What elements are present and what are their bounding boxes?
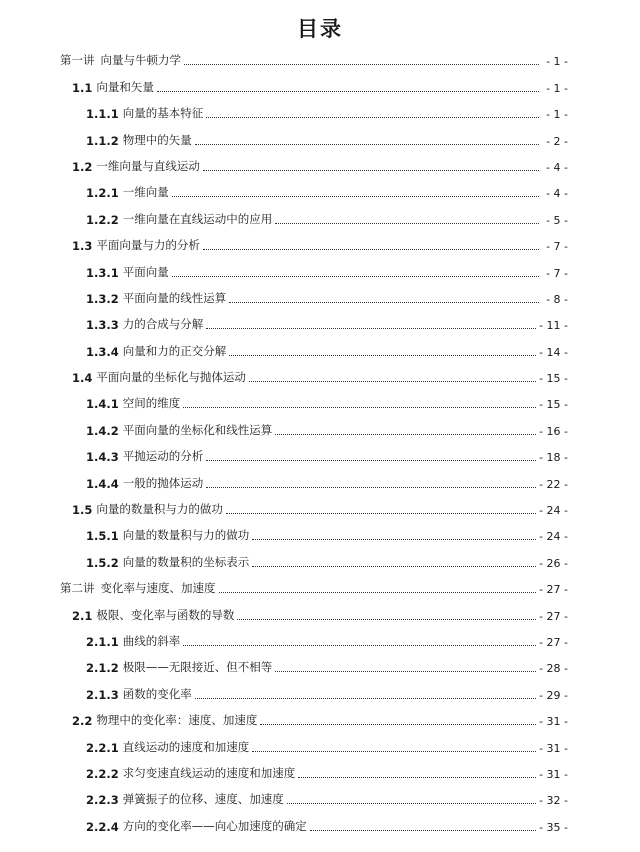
toc-entry-number: 1.3.4 [86,344,119,359]
toc-entry-label: 曲线的斜率 [122,633,181,648]
toc-entry-label: 向量和力的正交分解 [122,343,227,358]
dot-leader [237,619,536,620]
toc-entry[interactable] [0,464,640,490]
toc-entry[interactable] [0,306,640,332]
toc-entry-label: 向量的数量积的坐标表示 [122,554,250,569]
toc-entry[interactable] [0,174,640,200]
dot-leader [275,434,536,435]
dot-leader [206,487,536,488]
dot-leader [219,592,537,593]
toc-entry[interactable] [0,570,640,596]
toc-entry-label: 极限——无限接近、但不相等 [122,660,273,675]
toc-entry[interactable] [0,359,640,385]
toc-entry-page-number: - 16 - [539,424,568,438]
toc-entry[interactable] [0,807,640,833]
toc-entry[interactable] [0,649,640,675]
toc-entry[interactable] [0,148,640,174]
toc-entry-number: 1.1.1 [86,107,119,122]
dot-leader [183,407,536,408]
toc-entry-label: 直线运动的速度和加速度 [122,739,250,754]
toc-entry-page-number: - 27 - [539,635,568,649]
dot-leader [298,777,536,778]
toc-entry[interactable] [0,280,640,306]
toc-entry-page-number: - 2 - [546,134,568,148]
dot-leader [195,698,536,699]
toc-entry-number: 2.2.3 [86,793,119,808]
toc-entry-label: 方向的变化率——向心加速度的确定 [122,818,307,833]
toc-entry-label: 向量与牛顿力学 [100,53,181,68]
toc-entry-label: 一维向量与直线运动 [96,158,200,173]
toc-entry-number: 1.4.3 [86,450,119,465]
toc-entry-label: 向量的数量积与力的做功 [122,528,250,543]
toc-entry[interactable] [0,623,640,649]
toc-entry-number: 1.1 [72,80,93,95]
dot-leader [252,751,536,752]
toc-entry-label: 物理中的变化率：速度、加速度 [96,713,258,728]
toc-entry-page-number: - 29 - [539,688,568,702]
dot-leader [206,117,539,118]
toc-entry-page-number: - 8 - [546,292,568,306]
dot-leader [229,355,536,356]
toc-entry-page-number: - 1 - [546,81,568,95]
toc-entry-page-number: - 7 - [546,240,568,254]
toc-entry[interactable] [0,781,640,807]
dot-leader [287,803,536,804]
dot-leader [206,460,536,461]
toc-entry-number: 1.4 [72,371,93,386]
toc-entry[interactable] [0,438,640,464]
toc-entry-page-number: - 24 - [539,530,568,544]
toc-entry-page-number: - 11 - [539,319,568,333]
toc-entry-page-number: - 1 - [546,55,568,69]
toc-entry-label: 求匀变速直线运动的速度和加速度 [122,765,296,780]
dot-leader [252,566,536,567]
toc-entry-label: 平面向量 [122,264,169,279]
dot-leader [275,671,536,672]
toc-entry[interactable] [0,411,640,437]
toc-entry-number: 2.2.2 [86,766,119,781]
toc-entry-label: 向量和矢量 [96,79,154,94]
toc-entry-page-number: - 27 - [539,583,568,597]
toc-entry-page-number: - 4 - [546,160,568,174]
dot-leader [203,249,539,250]
toc-entry-number: 第一讲 [60,53,95,68]
dot-leader [172,276,539,277]
toc-entry-label: 极限、变化率与函数的导数 [96,607,235,622]
toc-entry-number: 1.3.3 [86,318,119,333]
toc-entry-label: 函数的变化率 [122,686,192,701]
toc-entry[interactable] [0,675,640,701]
dot-leader [203,170,539,171]
toc-entry-page-number: - 35 - [539,820,568,834]
dot-leader [226,513,536,514]
toc-entry-number: 2.2 [72,714,93,729]
toc-entry-label: 一维向量在直线运动中的应用 [122,211,273,226]
toc-entry-page-number: - 1 - [546,108,568,122]
dot-leader [157,91,539,92]
dot-leader [184,64,539,65]
toc-entry-label: 空间的维度 [122,396,181,411]
toc-entry[interactable] [0,385,640,411]
toc-entry-page-number: - 7 - [546,266,568,280]
toc-entry-page-number: - 31 - [539,715,568,729]
toc-entry-page-number: - 26 - [539,556,568,570]
toc-entry-number: 1.4.4 [86,476,119,491]
toc-entry[interactable] [0,227,640,253]
toc-entry[interactable] [0,121,640,147]
toc-entry-label: 力的合成与分解 [122,317,204,332]
dot-leader [183,645,536,646]
toc-entry-number: 2.2.1 [86,740,119,755]
toc-entry[interactable] [0,543,640,569]
toc-entry-label: 平面向量的坐标化和线性运算 [122,422,273,437]
toc-entry-label: 一维向量 [122,185,169,200]
toc-entry[interactable] [0,68,640,94]
toc-entry-page-number: - 4 - [546,187,568,201]
toc-entry-number: 1.2.1 [86,186,119,201]
dot-leader [172,196,539,197]
dot-leader [252,539,536,540]
toc-entry-label: 向量的数量积与力的做功 [96,502,223,517]
toc-entry-label: 平抛运动的分析 [122,449,204,464]
toc-entry-number: 1.5.1 [86,529,119,544]
toc-entry-number: 2.1.1 [86,634,119,649]
dot-leader [206,328,536,329]
toc-entry[interactable] [0,755,640,781]
dot-leader [229,302,539,303]
toc-entry-number: 1.3.2 [86,291,119,306]
toc-entry-page-number: - 28 - [539,662,568,676]
toc-entry-label: 向量的基本特征 [122,106,204,121]
toc-entry-label: 一般的抛体运动 [122,475,204,490]
toc-entry-label: 平面向量的线性运算 [122,290,227,305]
toc-entry-number: 2.1 [72,608,93,623]
dot-leader [260,724,536,725]
toc-entry-label: 弹簧振子的位移、速度、加速度 [122,792,284,807]
toc-entry[interactable] [0,491,640,517]
toc-entry[interactable] [0,200,640,226]
toc-entry[interactable] [0,517,640,543]
toc-entry-page-number: - 5 - [546,213,568,227]
toc-entry-number: 1.4.2 [86,423,119,438]
toc-entry-page-number: - 22 - [539,477,568,491]
toc-entry-number: 1.2 [72,159,93,174]
toc-entry-number: 第二讲 [60,581,95,596]
dot-leader [275,223,539,224]
toc-entry-label: 物理中的矢量 [122,132,192,147]
toc-entry-page-number: - 15 - [539,372,568,386]
toc-title: 目录 [297,17,343,41]
toc-entry-number: 1.4.1 [86,397,119,412]
dot-leader [195,144,539,145]
toc-entry-number: 1.1.2 [86,133,119,148]
toc-entry-page-number: - 18 - [539,451,568,465]
toc-entry-page-number: - 31 - [539,741,568,755]
dot-leader [310,830,536,831]
toc-entry[interactable] [0,728,640,754]
toc-entry-number: 1.2.2 [86,212,119,227]
toc-entry[interactable] [0,95,640,121]
toc-entry-page-number: - 24 - [539,504,568,518]
toc-entry-number: 2.1.3 [86,687,119,702]
toc-entry-number: 1.3 [72,239,93,254]
toc-entry-label: 平面向量的坐标化与抛体运动 [96,370,246,385]
toc-entry-page-number: - 14 - [539,345,568,359]
toc-entry-page-number: - 32 - [539,794,568,808]
toc-entry[interactable] [0,332,640,358]
toc-entry-number: 2.1.2 [86,661,119,676]
toc-entry-label: 平面向量与力的分析 [96,238,200,253]
toc-entry-page-number: - 27 - [539,609,568,623]
toc-list [0,42,640,834]
toc-entry-number: 1.5.2 [86,555,119,570]
toc-entry-number: 1.3.1 [86,265,119,280]
toc-entry-page-number: - 31 - [539,767,568,781]
toc-entry[interactable] [0,702,640,728]
toc-entry[interactable] [0,42,640,68]
toc-entry-number: 2.2.4 [86,819,119,834]
toc-entry[interactable] [0,253,640,279]
dot-leader [249,381,536,382]
toc-entry-label: 变化率与速度、加速度 [100,581,216,596]
toc-entry[interactable] [0,596,640,622]
toc-entry-number: 1.5 [72,503,93,518]
toc-entry-page-number: - 15 - [539,398,568,412]
